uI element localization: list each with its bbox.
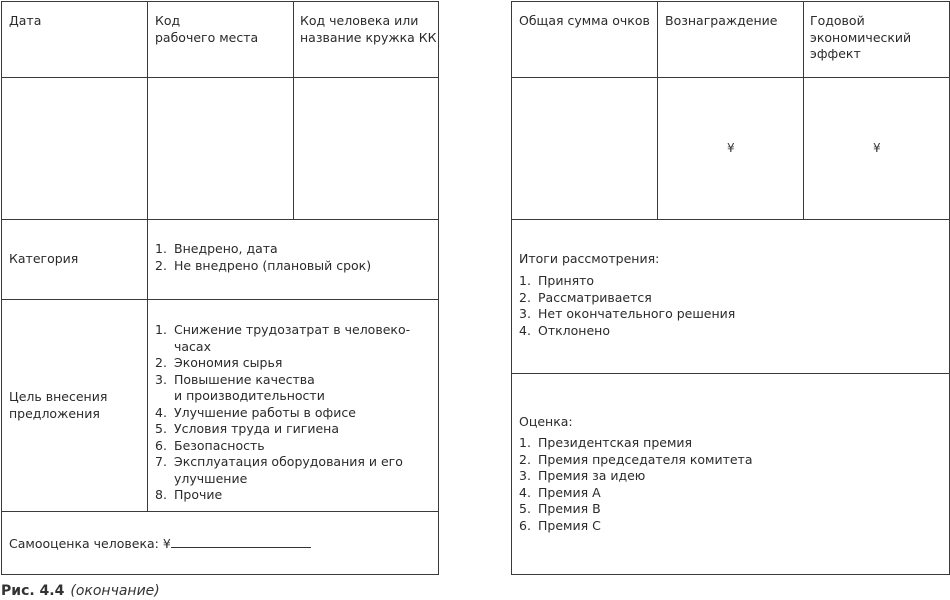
- workplace-code-header: Код рабочего места: [155, 13, 259, 45]
- category-label: Категория: [9, 251, 79, 266]
- total-points-value-cell[interactable]: [511, 77, 658, 220]
- purpose-label: Цель внесения предложения: [9, 389, 108, 421]
- list-item[interactable]: 5. Премия В: [519, 501, 601, 516]
- purpose-options-list: [155, 322, 435, 504]
- list-item[interactable]: 3. Премия за идею: [519, 468, 646, 483]
- list-item[interactable]: 5. Условия труда и гигиена: [155, 421, 340, 436]
- list-item[interactable]: 4. Отклонено: [519, 322, 610, 338]
- self-assessment-input-line[interactable]: [171, 535, 311, 548]
- annual-effect-currency-symbol: ¥: [873, 141, 881, 155]
- list-item[interactable]: 6. Премия С: [519, 517, 601, 533]
- figure-note: (окончание): [70, 583, 160, 599]
- self-assessment-field: [9, 535, 311, 553]
- review-results-label: Итоги рассмотрения:: [519, 251, 660, 266]
- reward-header: Вознаграждение: [665, 13, 778, 28]
- evaluation-options-list: [519, 435, 939, 534]
- list-item[interactable]: 8. Прочие: [155, 487, 223, 502]
- annual-effect-header: Годовой экономический эффект: [810, 13, 912, 61]
- list-item[interactable]: 2. Не внедрено (плановый срок): [155, 257, 372, 273]
- list-item[interactable]: 1. Внедрено, дата: [155, 241, 278, 256]
- figure-number: Рис. 4.4: [1, 583, 65, 599]
- workplace-value-cell[interactable]: [147, 77, 294, 220]
- list-item[interactable]: 3. Повышение качества и производительности: [155, 371, 325, 403]
- total-points-header: Общая сумма очков: [519, 13, 650, 28]
- list-item[interactable]: 4. Премия А: [519, 484, 601, 500]
- list-item[interactable]: 2. Экономия сырья: [155, 355, 283, 370]
- reward-currency-symbol: ¥: [727, 141, 735, 155]
- figure-caption: [1, 583, 160, 599]
- list-item[interactable]: 2. Рассматривается: [519, 289, 652, 305]
- category-options-list: [155, 241, 435, 274]
- person-code-header: Код человека или название кружка КК: [300, 13, 437, 45]
- list-item[interactable]: 1. Принято: [519, 273, 595, 288]
- date-value-cell[interactable]: [1, 77, 148, 220]
- evaluation-label: Оценка:: [519, 414, 573, 429]
- list-item[interactable]: 1. Снижение трудозатрат в человеко-часах: [155, 322, 411, 354]
- list-item[interactable]: 3. Нет окончательного решения: [519, 306, 736, 321]
- list-item[interactable]: 4. Улучшение работы в офисе: [155, 404, 356, 420]
- list-item[interactable]: 7. Эксплуатация оборудования и его улучшение: [155, 454, 403, 486]
- list-item[interactable]: 6. Безопасность: [155, 437, 265, 453]
- list-item[interactable]: 1. Президентская премия: [519, 435, 693, 450]
- person-value-cell[interactable]: [293, 77, 439, 220]
- review-options-list: [519, 273, 939, 339]
- list-item[interactable]: 2. Премия председателя комитета: [519, 451, 753, 467]
- self-assessment-label: Самооценка человека: ¥: [9, 536, 171, 551]
- date-header: Дата: [9, 13, 42, 28]
